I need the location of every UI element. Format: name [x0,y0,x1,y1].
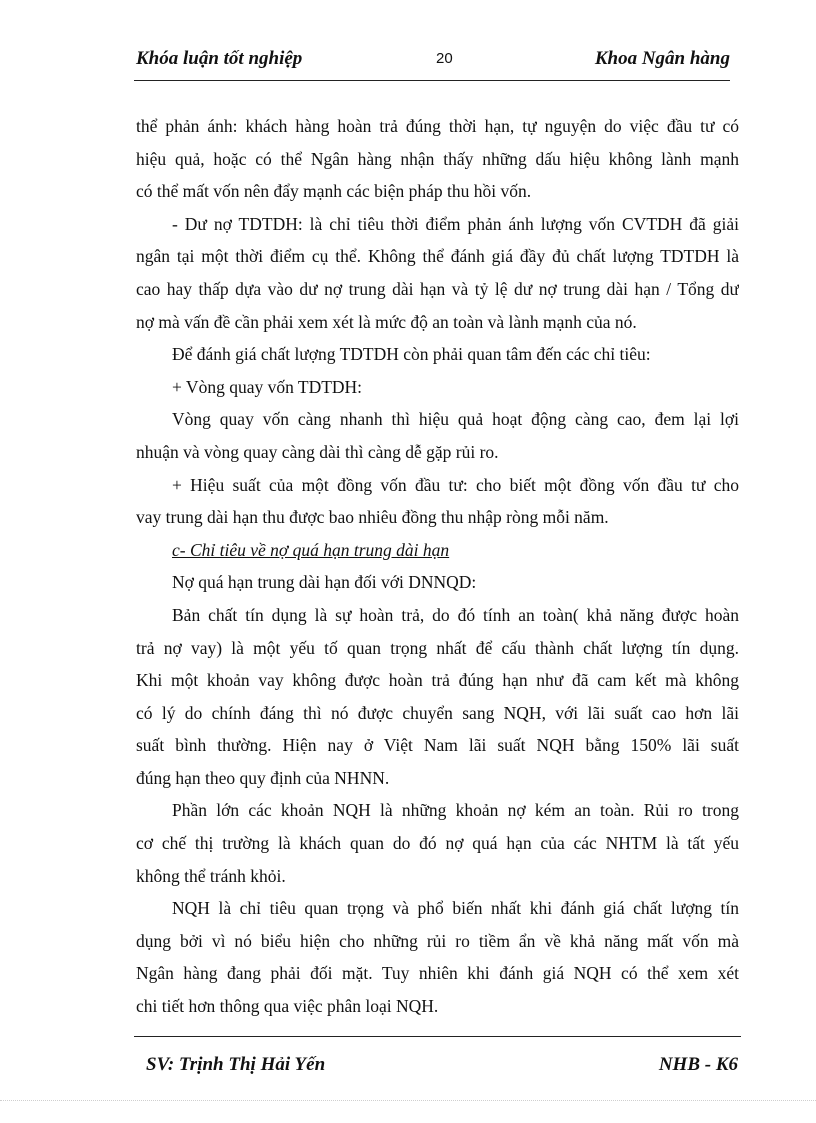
text-line: Để đánh giá chất lượng TDTDH còn phải quan tâm đến các chỉ tiêu: [172,344,651,365]
footer-rule [134,1036,741,1037]
text-line: thể phản ánh: khách hàng hoàn trả đúng thời hạn, tự nguyện do việc đầu tư có [136,116,739,136]
text-line: không thể tránh khỏi. [136,865,286,886]
text-line: + Vòng quay vốn TDTDH: [172,376,363,397]
text-line: có thể mất vốn nên đẩy mạnh các biện pháp thu hồi vốn. [136,181,532,202]
text-line: dụng bởi vì nó biểu hiện cho những rủi ro tiềm ẩn về khả năng mất vốn mà [136,930,739,951]
text-line: Phần lớn các khoản NQH là những khoản nợ kém an toàn. Rủi ro trong [172,800,739,821]
text-line: Bản chất tín dụng là sự hoàn trả, do đó tính an toàn( khả năng được hoàn [172,604,739,625]
header-rule [134,80,730,81]
text-line: Khi một khoản vay không được hoàn trả đúng hạn như đã cam kết mà không [136,670,739,691]
page-edge-divider [0,1100,816,1101]
text-line: - Dư nợ TDTDH: là chỉ tiêu thời điểm phản ánh lượng vốn CVTDH đã giải [172,213,739,234]
text-line: suất bình thường. Hiện nay ở Việt Nam lãi suất NQH bằng 150% lãi suất [136,735,739,756]
text-line: chi tiết hơn thông qua việc phân loại NQH. [136,996,439,1017]
text-line: nợ mà vấn đề cần phải xem xét là mức độ an toàn và lành mạnh của nó. [136,311,637,332]
text-line: Vòng quay vốn càng nhanh thì hiệu quả hoạt động càng cao, đem lại lợi [172,409,739,430]
text-line: NQH là chỉ tiêu quan trọng và phổ biến nhất khi đánh giá chất lượng tín [172,898,739,919]
header-thesis-title: Khóa luận tốt nghiệp [136,48,303,69]
text-line: cao hay thấp dựa vào dư nợ trung dài hạn và tỷ lệ dư nợ trung dài hạn / Tổng dư [136,278,739,299]
text-line: trả nợ vay) là một yếu tố quan trọng nhất để cấu thành chất lượng tín dụng. [136,637,739,658]
text-line: hiệu quả, hoặc có thể Ngân hàng nhận thấy những dấu hiệu không lành mạnh [136,148,739,169]
text-line: ngân tại một thời điểm cụ thể. Không thể đánh giá đầy đủ chất lượng TDTDH là [136,246,739,267]
header-faculty: Khoa Ngân hàng [594,48,730,69]
text-line: Nợ quá hạn trung dài hạn đối với DNNQD: [172,572,477,593]
text-line: đúng hạn theo quy định của NHNN. [136,767,390,788]
page-number: 20 [436,50,453,67]
text-line: + Hiệu suất của một đồng vốn đầu tư: cho biết một đồng vốn đầu tư cho [172,474,739,495]
footer-class-code: NHB - K6 [658,1054,738,1075]
text-line: có lý do chính đáng thì nó được chuyển sang NQH, với lãi suất cao hơn lãi [136,702,739,723]
section-heading-text: c- Chỉ tiêu về nợ quá hạn trung dài hạn [172,539,450,560]
body-text [136,110,739,1023]
text-line: nhuận và vòng quay càng dài thì càng dễ gặp rủi ro. [136,441,499,462]
text-line: cơ chế thị trường là khách quan do đó nợ quá hạn của các NHTM là tất yếu [136,833,739,854]
section-heading [136,534,739,567]
footer-student-name: SV: Trịnh Thị Hải Yến [146,1054,326,1075]
text-line: vay trung dài hạn thu được bao nhiêu đồng thu nhập ròng mỗi năm. [136,507,609,528]
text-line: Ngân hàng đang phải đối mặt. Tuy nhiên khi đánh giá NQH có thể xem xét [136,963,739,984]
